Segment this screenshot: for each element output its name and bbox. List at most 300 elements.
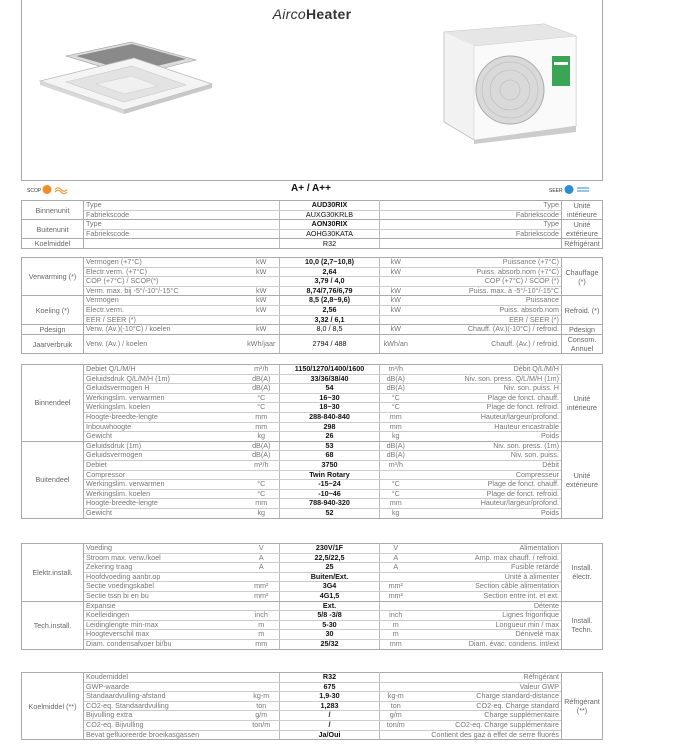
spec-value: Buiten/Ext. bbox=[280, 572, 380, 582]
spec-label-fr: Chauff. (Av.)(-10°C) / refroid. bbox=[412, 325, 562, 335]
spec-label-fr: Débit Q/L/M/H bbox=[412, 365, 562, 375]
spec-value: AOHG30KATA bbox=[280, 229, 380, 239]
unit-fr: °C bbox=[380, 480, 412, 490]
spec-label-fr: Contient des gaz à effet de serre fluorés bbox=[412, 730, 562, 740]
spec-label-nl: CO2-eq. Bijvulling bbox=[84, 720, 244, 730]
unit-fr: kW bbox=[380, 258, 412, 268]
spec-label-nl: Koudemiddel bbox=[84, 673, 244, 683]
group-label-nl: Binnendeel bbox=[22, 365, 84, 442]
spec-value: 288-840-840 bbox=[280, 412, 380, 422]
product-header bbox=[21, 0, 603, 181]
unit-nl: kg bbox=[244, 508, 280, 518]
unit-fr bbox=[380, 315, 412, 325]
spec-label-nl: Debiet bbox=[84, 460, 244, 470]
spec-label-nl: Geluidsvermogen bbox=[84, 451, 244, 461]
spec-label-fr: Puissance (+7°C) bbox=[412, 258, 562, 268]
spec-label-nl: Diam. condensafvoer bi/bu bbox=[84, 639, 244, 649]
unit-fr: kg-m bbox=[380, 692, 412, 702]
unit-nl: V bbox=[244, 544, 280, 554]
group-label-fr: Consom. Annuel bbox=[562, 335, 603, 354]
group-label-fr: Install. Techn. bbox=[562, 601, 603, 649]
indoor-cassette-unit-image bbox=[36, 36, 216, 116]
spec-label-nl: Gewicht bbox=[84, 432, 244, 442]
unit-nl: kWh/jaar bbox=[244, 335, 280, 354]
spec-label-nl: Bijvulling extra bbox=[84, 711, 244, 721]
spec-label-fr: Lignes frigorifique bbox=[412, 611, 562, 621]
unit-nl: kW bbox=[244, 296, 280, 306]
unit-nl: m bbox=[244, 620, 280, 630]
spec-label-fr: Valeur GWP bbox=[412, 682, 562, 692]
spec-row bbox=[22, 489, 603, 499]
unit-fr: dB(A) bbox=[380, 451, 412, 461]
spec-row bbox=[22, 296, 603, 306]
group-label-nl: Buitenunit bbox=[22, 220, 84, 239]
unit-nl: m bbox=[244, 630, 280, 640]
spec-row bbox=[22, 508, 603, 518]
spec-table-heating-cooling bbox=[21, 257, 603, 354]
unit-fr bbox=[380, 673, 412, 683]
unit-nl: inch bbox=[244, 611, 280, 621]
spec-label-fr: Type bbox=[380, 201, 562, 211]
spec-row bbox=[22, 229, 603, 239]
brand-logo: AircoHeater bbox=[272, 6, 352, 22]
spec-value: 4G1,5 bbox=[280, 591, 380, 601]
spec-label-fr: Longueur min / max bbox=[412, 620, 562, 630]
spec-label-nl: Electr.verm. bbox=[84, 305, 244, 315]
unit-fr bbox=[380, 277, 412, 287]
spec-label-fr: Charge supplémentaire bbox=[412, 711, 562, 721]
spec-value: / bbox=[280, 720, 380, 730]
spec-label-fr: Alimentation bbox=[412, 544, 562, 554]
spec-value: AUD30RIX bbox=[280, 201, 380, 211]
spec-value: Ext. bbox=[280, 601, 380, 611]
spec-label-fr: Chauff. (Av.) / refroid. bbox=[412, 335, 562, 354]
unit-fr: °C bbox=[380, 403, 412, 413]
group-label-fr: Réfrigérant (**) bbox=[562, 673, 603, 740]
svg-text:SCOP: SCOP bbox=[27, 188, 42, 194]
spec-value: 3750 bbox=[280, 460, 380, 470]
spec-label-nl: Type bbox=[84, 220, 280, 230]
group-label-fr: Réfrigérant bbox=[562, 239, 603, 249]
spec-label-fr: Amp. max chauff. / refroid. bbox=[412, 553, 562, 563]
spec-label-nl: Gewicht bbox=[84, 508, 244, 518]
spec-row bbox=[22, 267, 603, 277]
spec-row bbox=[22, 201, 603, 211]
spec-value: 52 bbox=[280, 508, 380, 518]
spec-label-fr: Niv. son. press. Q/L/M/H (1m) bbox=[412, 374, 562, 384]
unit-nl bbox=[244, 470, 280, 480]
spec-value: Ja/Oui bbox=[280, 730, 380, 740]
unit-fr bbox=[380, 470, 412, 480]
unit-fr bbox=[380, 730, 412, 740]
spec-label-fr: Niv. son. press. (1m) bbox=[412, 441, 562, 451]
unit-fr: mm bbox=[380, 499, 412, 509]
unit-fr: dB(A) bbox=[380, 441, 412, 451]
spec-label-fr: Fabriekscode bbox=[380, 210, 562, 220]
group-label-nl: Pdesign bbox=[22, 325, 84, 335]
unit-fr bbox=[380, 682, 412, 692]
spec-value: 675 bbox=[280, 682, 380, 692]
spec-label-nl: Leidinglengte min-max bbox=[84, 620, 244, 630]
spec-label-nl: Verw. (Av.)(-10°C) / koelen bbox=[84, 325, 244, 335]
unit-nl: mm² bbox=[244, 591, 280, 601]
spec-label-nl: Hoofdvoeding aanbr.op bbox=[84, 572, 244, 582]
unit-nl: kW bbox=[244, 258, 280, 268]
unit-nl: °C bbox=[244, 480, 280, 490]
unit-nl: °C bbox=[244, 489, 280, 499]
spec-row bbox=[22, 220, 603, 230]
spec-row bbox=[22, 591, 603, 601]
group-label-nl: Koeling (*) bbox=[22, 296, 84, 325]
unit-nl: mm² bbox=[244, 582, 280, 592]
spec-label-nl: Debiet Q/L/M/H bbox=[84, 365, 244, 375]
unit-nl: mm bbox=[244, 422, 280, 432]
group-label-nl: Binnenunit bbox=[22, 201, 84, 220]
unit-fr: dB(A) bbox=[380, 384, 412, 394]
spec-value: -15~24 bbox=[280, 480, 380, 490]
unit-fr: m³/h bbox=[380, 365, 412, 375]
spec-value: 5/8 -3/8 bbox=[280, 611, 380, 621]
unit-nl: kW bbox=[244, 305, 280, 315]
spec-label-fr: Dénivelé max bbox=[412, 630, 562, 640]
spec-row bbox=[22, 374, 603, 384]
spec-value: 8,0 / 8,5 bbox=[280, 325, 380, 335]
spec-label-fr: Débit bbox=[412, 460, 562, 470]
spec-value: 30 bbox=[280, 630, 380, 640]
spec-label-fr: Réfrigérant bbox=[412, 673, 562, 683]
spec-label-fr: CO2-eq. Charge standard bbox=[412, 701, 562, 711]
unit-fr: kWh/an bbox=[380, 335, 412, 354]
unit-fr: dB(A) bbox=[380, 374, 412, 384]
unit-fr: ton bbox=[380, 701, 412, 711]
spec-label-fr: Unité à alimenter bbox=[412, 572, 562, 582]
unit-fr: m³/h bbox=[380, 460, 412, 470]
spec-label-nl: Bevat gefluoreerde broeikasgassen bbox=[84, 730, 244, 740]
spec-value: 25/32 bbox=[280, 639, 380, 649]
spec-label-fr: Type bbox=[380, 220, 562, 230]
spec-label-fr: Plage de fonct. refroid. bbox=[412, 489, 562, 499]
group-label-nl: Koelmiddel (**) bbox=[22, 673, 84, 740]
spec-row bbox=[22, 544, 603, 554]
spec-label-fr: Plage de fonct. chauff. bbox=[412, 393, 562, 403]
unit-nl: mm bbox=[244, 412, 280, 422]
group-label-nl: Tech.install. bbox=[22, 601, 84, 649]
group-label-fr: Install. électr. bbox=[562, 544, 603, 602]
spec-value: 16~30 bbox=[280, 393, 380, 403]
spec-row bbox=[22, 325, 603, 335]
spec-value: 1,9-30 bbox=[280, 692, 380, 702]
group-label-fr: Pdesign bbox=[562, 325, 603, 335]
spec-label-nl: Compressor bbox=[84, 470, 244, 480]
group-label-fr: Chauffage (*) bbox=[562, 258, 603, 296]
spec-label-nl: Vermogen (+7°C) bbox=[84, 258, 244, 268]
spec-label-fr: COP (+7°C) / SCOP (*) bbox=[412, 277, 562, 287]
group-label-fr: Unité extérieure bbox=[562, 441, 603, 518]
spec-value: 68 bbox=[280, 451, 380, 461]
unit-fr: mm bbox=[380, 422, 412, 432]
spec-label-fr: Détente bbox=[412, 601, 562, 611]
unit-nl: mm bbox=[244, 639, 280, 649]
outdoor-unit-image bbox=[434, 18, 584, 148]
spec-value: 25 bbox=[280, 563, 380, 573]
unit-fr: V bbox=[380, 544, 412, 554]
spec-row bbox=[22, 563, 603, 573]
group-label-fr: Unité intérieure bbox=[562, 365, 603, 442]
unit-nl: A bbox=[244, 563, 280, 573]
unit-fr: inch bbox=[380, 611, 412, 621]
svg-text:SEER: SEER bbox=[549, 188, 563, 194]
spec-value: 22,5/22,5 bbox=[280, 553, 380, 563]
spec-row bbox=[22, 711, 603, 721]
unit-fr: °C bbox=[380, 489, 412, 499]
unit-nl: mm bbox=[244, 499, 280, 509]
spec-label-nl: Stroom max. verw./koel bbox=[84, 553, 244, 563]
spec-label-fr: Fabriekscode bbox=[380, 229, 562, 239]
spec-label-nl: Geluidsdruk (1m) bbox=[84, 441, 244, 451]
unit-fr: kW bbox=[380, 296, 412, 306]
unit-fr: mm² bbox=[380, 591, 412, 601]
unit-nl bbox=[244, 572, 280, 582]
group-label-nl: Verwarming (*) bbox=[22, 258, 84, 296]
spec-value: 3,32 / 6,1 bbox=[280, 315, 380, 325]
spec-label-fr: Puiss. absorb.nom (+7°C) bbox=[412, 267, 562, 277]
unit-fr: g/m bbox=[380, 711, 412, 721]
spec-row bbox=[22, 720, 603, 730]
spec-row bbox=[22, 470, 603, 480]
unit-nl: kW bbox=[244, 267, 280, 277]
spec-label-nl: Electr.verm. (+7°C) bbox=[84, 267, 244, 277]
spec-row bbox=[22, 480, 603, 490]
spec-row bbox=[22, 258, 603, 268]
spec-value: 10,0 (2,7~10,8) bbox=[280, 258, 380, 268]
spec-row bbox=[22, 403, 603, 413]
spec-label-nl: Vermogen bbox=[84, 296, 244, 306]
unit-nl bbox=[244, 730, 280, 740]
spec-row bbox=[22, 335, 603, 354]
spec-row bbox=[22, 210, 603, 220]
group-label-fr: Refroid. (*) bbox=[562, 296, 603, 325]
spec-label-nl: Hoogte-breedte-lengte bbox=[84, 499, 244, 509]
spec-label-nl: Hoogteverschil max bbox=[84, 630, 244, 640]
unit-nl: dB(A) bbox=[244, 384, 280, 394]
spec-label-nl: Verm. max. bij -5°/-10°/-15°C bbox=[84, 286, 244, 296]
unit-nl bbox=[244, 601, 280, 611]
unit-nl: °C bbox=[244, 393, 280, 403]
spec-label-nl: COP (+7°C) / SCOP(*) bbox=[84, 277, 244, 287]
spec-row bbox=[22, 460, 603, 470]
spec-label-fr: Section câble alimentation bbox=[412, 582, 562, 592]
unit-fr: m bbox=[380, 620, 412, 630]
spec-label-fr: Poids bbox=[412, 508, 562, 518]
unit-fr: kW bbox=[380, 325, 412, 335]
spec-row bbox=[22, 432, 603, 442]
spec-row bbox=[22, 730, 603, 740]
spec-label-nl: Fabriekscode bbox=[84, 210, 280, 220]
unit-fr: °C bbox=[380, 393, 412, 403]
spec-table-installation bbox=[21, 543, 603, 650]
spec-value: 2,64 bbox=[280, 267, 380, 277]
spec-row bbox=[22, 239, 603, 249]
unit-fr: mm bbox=[380, 639, 412, 649]
spec-row bbox=[22, 451, 603, 461]
group-label-nl: Elektr.install. bbox=[22, 544, 84, 602]
spec-value: 26 bbox=[280, 432, 380, 442]
spec-row bbox=[22, 620, 603, 630]
energy-class-label: A+ / A++ bbox=[291, 183, 331, 194]
spec-row bbox=[22, 701, 603, 711]
spec-label-nl: Zekering traag bbox=[84, 563, 244, 573]
spec-value: 2794 / 488 bbox=[280, 335, 380, 354]
spec-row bbox=[22, 315, 603, 325]
spec-row bbox=[22, 365, 603, 375]
spec-value: R32 bbox=[280, 673, 380, 683]
unit-fr bbox=[380, 601, 412, 611]
spec-label-fr bbox=[412, 239, 562, 249]
spec-value: 2,56 bbox=[280, 305, 380, 315]
spec-row bbox=[22, 499, 603, 509]
spec-label-nl: Geluidsdruk Q/L/M/H (1m) bbox=[84, 374, 244, 384]
spec-value: AUXG30KRLB bbox=[280, 210, 380, 220]
spec-label-nl: Fabriekscode bbox=[84, 229, 280, 239]
spec-label-nl bbox=[84, 239, 244, 249]
spec-label-nl: Geluidsvermogen H bbox=[84, 384, 244, 394]
spec-label-fr: Puissance bbox=[412, 296, 562, 306]
spec-value: 18~30 bbox=[280, 403, 380, 413]
spec-value: 33/36/38/40 bbox=[280, 374, 380, 384]
unit-nl: dB(A) bbox=[244, 374, 280, 384]
unit-fr bbox=[380, 572, 412, 582]
spec-table-refrigerant bbox=[21, 672, 603, 740]
spec-value: 8,5 (2,8~9,6) bbox=[280, 296, 380, 306]
spec-label-nl: EER / SEER (*) bbox=[84, 315, 244, 325]
spec-value: 1,283 bbox=[280, 701, 380, 711]
spec-value: 298 bbox=[280, 422, 380, 432]
spec-label-nl: Werkingslim. koelen bbox=[84, 489, 244, 499]
spec-label-nl: Verw. (Av.) / koelen bbox=[84, 335, 244, 354]
unit-nl: ton/m bbox=[244, 720, 280, 730]
unit-fr: mm² bbox=[380, 582, 412, 592]
spec-label-fr: Hauteur/largeur/profond. bbox=[412, 499, 562, 509]
spec-label-fr: Charge standard-distance bbox=[412, 692, 562, 702]
spec-label-nl: Hoogte-breedte-lengte bbox=[84, 412, 244, 422]
unit-nl: kg-m bbox=[244, 692, 280, 702]
spec-label-nl: GWP-waarde bbox=[84, 682, 244, 692]
spec-row bbox=[22, 553, 603, 563]
spec-label-nl: Werkingslim. verwarmen bbox=[84, 480, 244, 490]
group-label-nl: Koelmiddel bbox=[22, 239, 84, 249]
unit-fr: A bbox=[380, 563, 412, 573]
spec-value: AON30RIX bbox=[280, 220, 380, 230]
unit-nl: g/m bbox=[244, 711, 280, 721]
spec-value: Twin Rotary bbox=[280, 470, 380, 480]
spec-label-fr: Compresseur bbox=[412, 470, 562, 480]
unit-fr: kW bbox=[380, 305, 412, 315]
spec-row bbox=[22, 412, 603, 422]
spec-label-nl: Werkingslim. koelen bbox=[84, 403, 244, 413]
spec-row bbox=[22, 601, 603, 611]
unit-nl bbox=[244, 277, 280, 287]
spec-value: 53 bbox=[280, 441, 380, 451]
scop-heating-icon bbox=[27, 184, 73, 195]
unit-nl bbox=[244, 682, 280, 692]
spec-row bbox=[22, 639, 603, 649]
spec-row bbox=[22, 673, 603, 683]
spec-label-fr: CO2-eq. Charge supplémentaire bbox=[412, 720, 562, 730]
spec-value: 3,79 / 4,0 bbox=[280, 277, 380, 287]
spec-value: 230V/1F bbox=[280, 544, 380, 554]
spec-label-fr: EER / SEER (*) bbox=[412, 315, 562, 325]
spec-label-fr: Poids bbox=[412, 432, 562, 442]
spec-table-units bbox=[21, 200, 603, 249]
unit-nl bbox=[244, 315, 280, 325]
group-label-fr: Unité extérieure bbox=[562, 220, 603, 239]
unit-nl: kW bbox=[244, 325, 280, 335]
spec-label-nl: Koelleidingen bbox=[84, 611, 244, 621]
spec-label-nl: Sectie tssn bi en bu bbox=[84, 591, 244, 601]
spec-value: R32 bbox=[280, 239, 380, 249]
unit-fr: A bbox=[380, 553, 412, 563]
unit-fr: kg bbox=[380, 508, 412, 518]
unit-fr: kW bbox=[380, 286, 412, 296]
group-label-fr: Unité intérieure bbox=[562, 201, 603, 220]
unit-nl: dB(A) bbox=[244, 451, 280, 461]
spec-label-nl: Sectie voedingskabel bbox=[84, 582, 244, 592]
unit-nl bbox=[244, 673, 280, 683]
spec-label-nl: CO2-eq. Standaardvulling bbox=[84, 701, 244, 711]
unit-fr: kW bbox=[380, 267, 412, 277]
spec-row bbox=[22, 572, 603, 582]
spec-row bbox=[22, 384, 603, 394]
unit-nl: m³/h bbox=[244, 365, 280, 375]
group-label-nl: Buitendeel bbox=[22, 441, 84, 518]
spec-label-nl: Werkingslim. verwarmen bbox=[84, 393, 244, 403]
energy-class-row bbox=[21, 183, 601, 197]
spec-row bbox=[22, 630, 603, 640]
spec-row bbox=[22, 277, 603, 287]
seer-cooling-icon bbox=[549, 184, 595, 195]
unit-fr: kg bbox=[380, 432, 412, 442]
group-label-nl: Jaarverbruik bbox=[22, 335, 84, 354]
unit-nl: A bbox=[244, 553, 280, 563]
unit-fr bbox=[380, 239, 412, 249]
spec-row bbox=[22, 305, 603, 315]
spec-row bbox=[22, 393, 603, 403]
spec-label-fr: Section entre int. et ext. bbox=[412, 591, 562, 601]
spec-value: 8,74/7,76/6,79 bbox=[280, 286, 380, 296]
spec-label-nl: Expansie bbox=[84, 601, 244, 611]
spec-row bbox=[22, 441, 603, 451]
spec-label-fr: Diam. évac. condens. int/ext bbox=[412, 639, 562, 649]
spec-table-indoor-outdoor bbox=[21, 364, 603, 519]
spec-label-fr: Hauteur/largeur/profond. bbox=[412, 412, 562, 422]
unit-nl: m³/h bbox=[244, 460, 280, 470]
spec-value: 3G4 bbox=[280, 582, 380, 592]
spec-value: 1150/1270/1400/1600 bbox=[280, 365, 380, 375]
spec-label-fr: Puiss. absorb.nom bbox=[412, 305, 562, 315]
spec-row bbox=[22, 682, 603, 692]
spec-row bbox=[22, 582, 603, 592]
unit-fr: ton/m bbox=[380, 720, 412, 730]
spec-label-fr: Niv. son. puiss. H bbox=[412, 384, 562, 394]
spec-label-fr: Plage de fonct. chauff. bbox=[412, 480, 562, 490]
spec-label-fr: Plage de fonct. refroid. bbox=[412, 403, 562, 413]
spec-value: / bbox=[280, 711, 380, 721]
unit-nl bbox=[244, 239, 280, 249]
spec-value: 54 bbox=[280, 384, 380, 394]
spec-value: 788-940-320 bbox=[280, 499, 380, 509]
unit-fr: m bbox=[380, 630, 412, 640]
spec-value: 5-30 bbox=[280, 620, 380, 630]
